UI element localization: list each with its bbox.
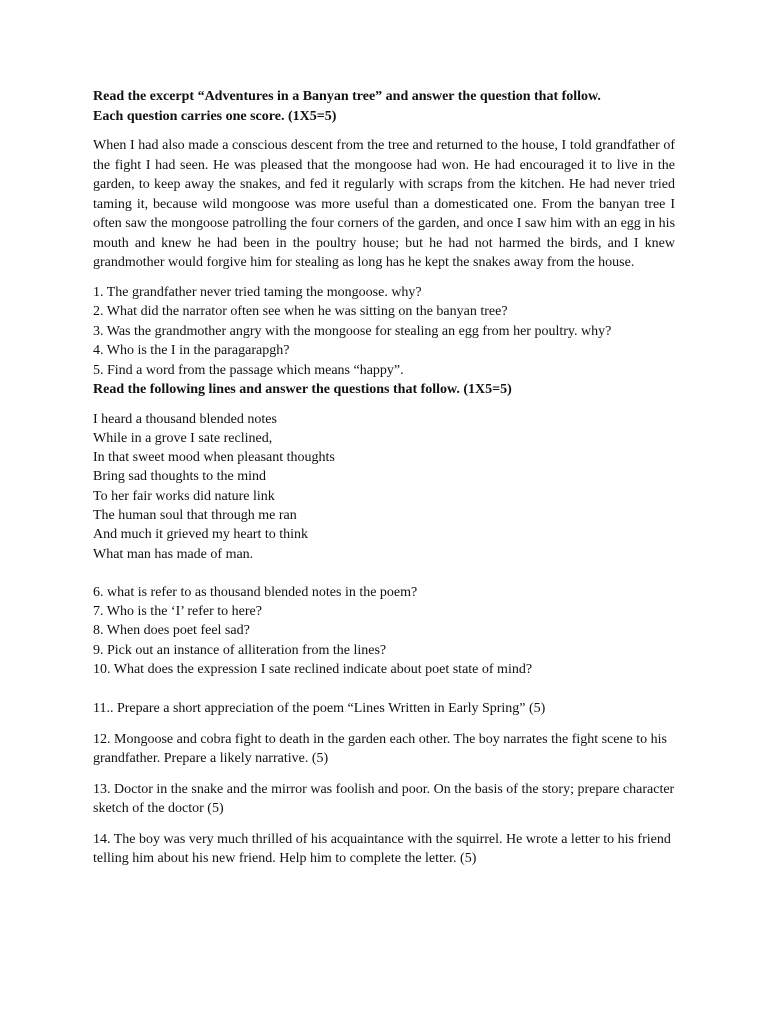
long-question-12: 12. Mongoose and cobra fight to death in the garden each other. The boy narrates the fight scene to his grandfather. Prepare a likely narrative. (5) — [93, 731, 667, 767]
poem-line: What man has made of man. — [93, 546, 254, 562]
question-item: 4. Who is the I in the paragarapgh? — [93, 343, 290, 358]
excerpt-passage: When I had also made a conscious descent from the tree and returned to the house, I told grandfather of the fight I had seen. He was pleased that the mongoose had won. He had encouraged it to live in the garden, to keep away the snakes, and fed it regularly with scraps from the kitchen. He had never tried taming it, because wild mongoose was more useful than a domesticated one. From the banyan tree I often saw the mongoose patrolling the four corners of the garden, and once I saw him with an egg in his mouth and knew he had been in the poultry house; but he had not harmed the birds, and I knew grandmother would forgive him for stealing as long has he kept the snakes away from the house. — [93, 138, 676, 270]
poem-line: In that sweet mood when pleasant thoughts — [93, 450, 335, 466]
question-item: 5. Find a word from the passage which means “happy”. — [93, 362, 404, 378]
section2-heading: Read the following lines and answer the questions that follow. (1X5=5) — [93, 382, 512, 397]
document-page — [93, 87, 675, 869]
question-item: 7. Who is the ‘I’ refer to here? — [93, 604, 262, 620]
long-question-11: 11.. Prepare a short appreciation of the poem “Lines Written in Early Spring” (5) — [93, 701, 546, 717]
question-item: 3. Was the grandmother angry with the mongoose for stealing an egg from her poultry. why? — [93, 323, 612, 339]
section2-questions — [93, 583, 675, 679]
section1-heading-line1: Read the excerpt “Adventures in a Banyan tree” and answer the question that follow. — [93, 89, 601, 104]
question-item: 10. What does the expression I sate reclined indicate about poet state of mind? — [93, 662, 533, 678]
long-question-14: 14. The boy was very much thrilled of his acquaintance with the squirrel. He wrote a letter to his friend telling him about his new friend. Help him to complete the letter. (5) — [93, 831, 671, 867]
poem-line: The human soul that through me ran — [93, 507, 297, 523]
poem-line: I heard a thousand blended notes — [93, 411, 277, 427]
poem-line: To her fair works did nature link — [93, 488, 275, 504]
question-item: 2. What did the narrator often see when he was sitting on the banyan tree? — [93, 304, 508, 319]
section1-heading — [93, 87, 675, 126]
question-item: 8. When does poet feel sad? — [93, 623, 250, 639]
poem-line: And much it grieved my heart to think — [93, 527, 309, 543]
question-item: 6. what is refer to as thousand blended notes in the poem? — [93, 584, 418, 600]
poem-line: While in a grove I sate reclined, — [93, 430, 273, 446]
poem-line: Bring sad thoughts to the mind — [93, 469, 267, 485]
question-item: 1. The grandfather never tried taming the mongoose. why? — [93, 284, 422, 300]
long-question-13: 13. Doctor in the snake and the mirror was foolish and poor. On the basis of the story; prepare character sketch of the doctor (5) — [93, 781, 675, 817]
section1-heading-line2: Each question carries one score. (1X5=5) — [93, 108, 337, 124]
question-item: 9. Pick out an instance of alliteration from the lines? — [93, 642, 387, 658]
poem-stanza — [93, 410, 675, 564]
section1-questions — [93, 283, 675, 400]
